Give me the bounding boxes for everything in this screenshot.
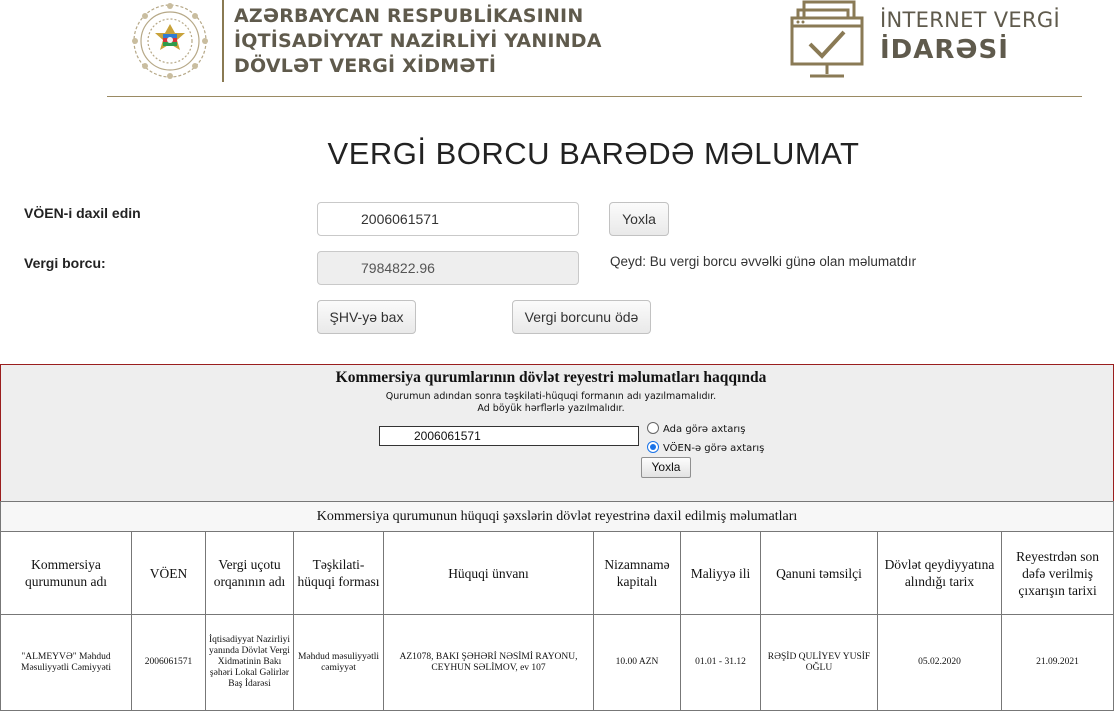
cell-legal-address: AZ1078, BAKI ŞƏHƏRİ NƏSİMİ RAYONU, CEYHUN SƏLİMOV, ev 107 [384, 615, 594, 711]
cell-company-name: "ALMEYVƏ" Məhdud Məsuliyyətli Cəmiyyəti [1, 615, 132, 711]
debt-note: Qeyd: Bu vergi borcu əvvəlki günə olan məlumatdır [610, 254, 917, 269]
header-charter-capital: Nizamnamə kapitalı [594, 532, 681, 615]
state-emblem-icon[interactable] [126, 0, 214, 82]
pay-debt-button[interactable]: Vergi borcunu ödə [512, 300, 651, 334]
voen-input[interactable]: 2006061571 [317, 202, 579, 236]
cell-tax-authority: İqtisadiyyat Nazirliyi yanında Dövlət Vergi Xidmətinin Bakı şəhəri Lokal Gəlirlər Baş İdarəsi [206, 615, 294, 711]
cell-legal-form: Məhdud məsuliyyətli cəmiyyət [294, 615, 384, 711]
shv-button[interactable]: ŞHV-yə bax [317, 300, 416, 334]
header-voen: VÖEN [132, 532, 206, 615]
computer-checkmark-icon[interactable] [790, 0, 868, 80]
radio-label: VÖEN-ə görə axtarış [663, 443, 765, 454]
radio-button-selected[interactable] [647, 441, 659, 453]
radio-label: Ada görə axtarış [663, 424, 746, 435]
portal-name-line-2: İDARƏSİ [880, 35, 1009, 65]
header-registration-date: Dövlət qeydiyyatına alındığı tarix [878, 532, 1002, 615]
check-button[interactable]: Yoxla [609, 202, 669, 236]
radio-search-by-voen[interactable] [647, 441, 764, 454]
cell-fiscal-year: 01.01 - 31.12 [681, 615, 761, 711]
table-caption: Kommersiya qurumunun hüquqi şəxslərin dövlət reyestrinə daxil edilmiş məlumatları [1, 502, 1114, 532]
header-company-name: Kommersiya qurumunun adı [1, 532, 132, 615]
registry-title: Kommersiya qurumlarının dövlət reyestri məlumatları haqqında [335, 369, 767, 386]
voen-label: VÖEN-i daxil edin [24, 205, 141, 221]
debt-label: Vergi borcu: [24, 255, 106, 271]
org-name-line-2: İQTİSADİYYAT NAZİRLİYİ YANINDA [234, 30, 602, 52]
portal-name-line-1: İNTERNET VERGİ [880, 8, 1060, 32]
table-row [1, 615, 1114, 711]
cell-charter-capital: 10.00 AZN [594, 615, 681, 711]
cell-legal-representative: RƏŞİD QULİYEV YUSİF OĞLU [761, 615, 878, 711]
table-header-row [1, 532, 1114, 615]
registry-check-button[interactable]: Yoxla [641, 457, 691, 478]
header-fiscal-year: Maliyyə ili [681, 532, 761, 615]
radio-search-by-name[interactable] [647, 422, 745, 435]
header-divider [222, 0, 224, 82]
registry-table [0, 501, 1114, 711]
org-name-line-3: DÖVLƏT VERGİ XİDMƏTİ [234, 55, 497, 77]
registry-search-input[interactable]: 2006061571 [379, 426, 639, 446]
site-header [0, 0, 1117, 100]
org-name-line-1: AZƏRBAYCAN RESPUBLİKASININ [234, 5, 584, 27]
page-title: VERGİ BORCU BARƏDƏ MƏLUMAT [327, 136, 860, 171]
header-legal-address: Hüquqi ünvanı [384, 532, 594, 615]
header-rule [107, 96, 1082, 97]
cell-registration-date: 05.02.2020 [878, 615, 1002, 711]
radio-button[interactable] [647, 422, 659, 434]
header-last-extract-date: Reyestrdən son dəfə verilmiş çıxarışın tarixi [1002, 532, 1114, 615]
portal-name[interactable] [880, 6, 1060, 66]
cell-voen: 2006061571 [132, 615, 206, 711]
header-legal-representative: Qanuni təmsilçi [761, 532, 878, 615]
registry-hint-1: Qurumun adından sonra təşkilati-hüquqi formanın adı yazılmamalıdır. [385, 391, 717, 402]
header-legal-form: Təşkilati-hüquqi forması [294, 532, 384, 615]
header-tax-authority: Vergi uçotu orqanının adı [206, 532, 294, 615]
cell-last-extract-date: 21.09.2021 [1002, 615, 1114, 711]
organization-name[interactable] [234, 4, 602, 79]
debt-field: 7984822.96 [317, 251, 579, 285]
registry-hint-2: Ad böyük hərflərlə yazılmalıdır. [477, 403, 625, 414]
